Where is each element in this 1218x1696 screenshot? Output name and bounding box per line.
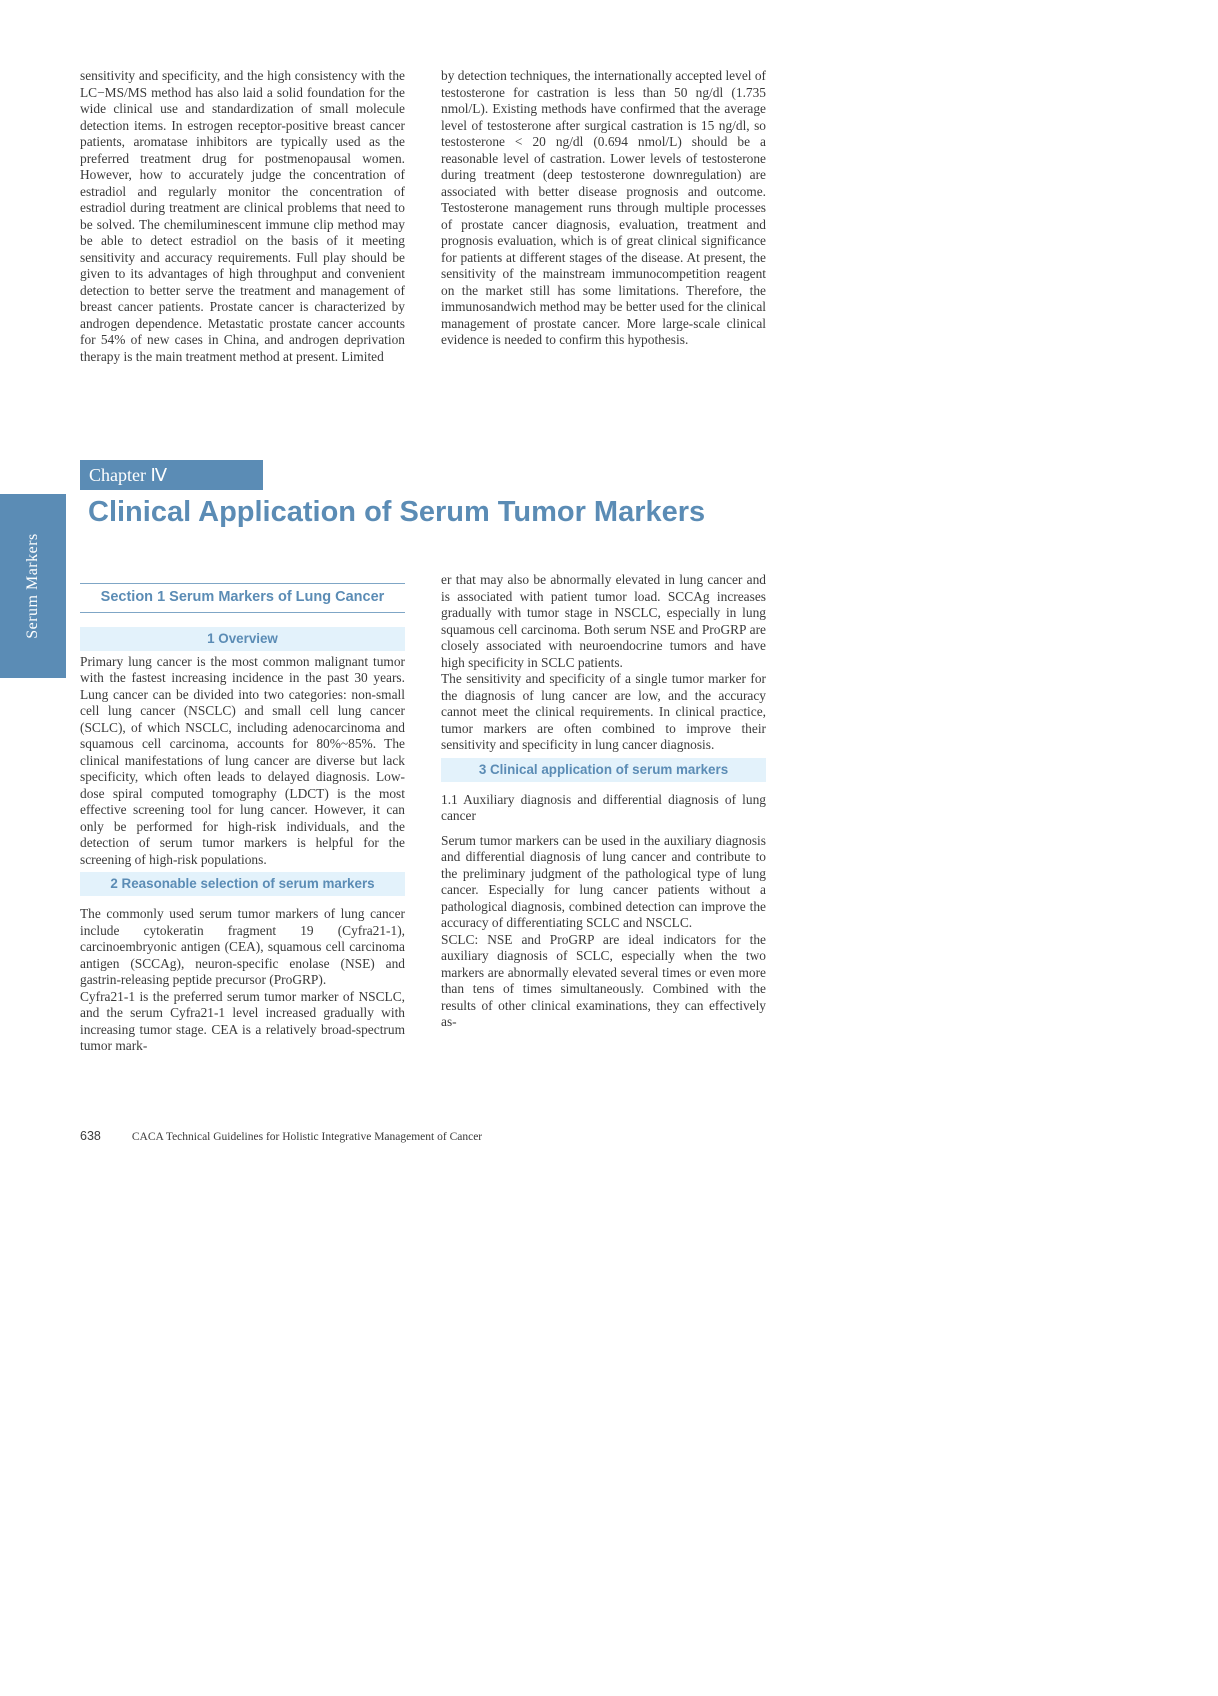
top-left-column bbox=[80, 68, 405, 365]
body-paragraph: The commonly used serum tumor markers of lung cancer include cytokeratin fragment 19 (Cyfra21-1), carcinoembryonic antigen (CEA), squamous cell carcinoma antigen (SCCAg), neuron-specific enolase (NSE) and gastrin-releasing peptide precursor (ProGRP). bbox=[80, 906, 405, 987]
subsection-heading-selection: 2 Reasonable selection of serum markers bbox=[80, 872, 405, 896]
page-number: 638 bbox=[80, 1129, 101, 1143]
footer-title: CACA Technical Guidelines for Holistic Integrative Management of Cancer bbox=[131, 1131, 483, 1143]
body-paragraph: by detection techniques, the internationally accepted level of testosterone for castration is less than 50 ng/dl (1.735 nmol/L). Existing methods have confirmed that the average level of testosterone after surgical castration is 15 ng/dl, so testosterone < 20 ng/dl (0.694 nmol/L) should be a reasonable level of castration. Lower levels of testosterone during treatment (deep testosterone downregulation) are associated with better disease prognosis and outcome. Testosterone management runs through multiple processes of prostate cancer diagnosis, evaluation, treatment and prognosis evaluation, which is of great clinical significance for patients at different stages of the disease. At present, the sensitivity of the mainstream immunocompetition reagent on the market still has some limitations. Therefore, the immunosandwich method may be better used for the clinical management of prostate cancer. More large-scale clinical evidence is needed to confirm this hypothesis. bbox=[441, 68, 766, 347]
body-paragraph: SCLC: NSE and ProGRP are ideal indicators for the auxiliary diagnosis of SCLC, especially when the two markers are abnormally elevated several times or even more than tens of times simultaneously. Combined with the results of other clinical examinations, they can effectively as- bbox=[441, 931, 766, 1029]
body-paragraph: sensitivity and specificity, and the high consistency with the LC−MS/MS method has also laid a solid foundation for the wide clinical use and standardization of small molecule detection items. In estrogen receptor-positive breast cancer patients, aromatase inhibitors are typically used as the preferred treatment drug for postmenopausal women. However, how to accurately judge the concentration of estradiol and regularly monitor the concentration of estradiol during treatment are clinical problems that need to be solved. The chemiluminescent immune clip method may be able to detect estradiol on the basis of it meeting sensitivity and accuracy requirements. Full play should be given to its advantages of high throughput and convenient detection to better serve the treatment and management of breast cancer patients. Prostate cancer is characterized by androgen dependence. Metastatic prostate cancer accounts for 54% of new cases in China, and androgen deprivation therapy is the main treatment method at present. Limited bbox=[80, 68, 405, 364]
body-paragraph: er that may also be abnormally elevated in lung cancer and is associated with patient tumor load. SCCAg increases gradually with tumor stage in NSCLC, especially in lung squamous cell carcinoma. Both serum NSE and ProGRP are closely associated with neuroendocrine tumors and have high specificity in SCLC patients. bbox=[441, 572, 766, 670]
sub-subsection-heading: 1.1 Auxiliary diagnosis and differential diagnosis of lung cancer bbox=[441, 791, 766, 823]
body-paragraph: Serum tumor markers can be used in the auxiliary diagnosis and differential diagnosis of lung cancer and contribute to the preliminary judgment of the pathological type of lung cancer. Especially for lung cancer patients without a pathological diagnosis, combined detection can improve the accuracy of differentiating SCLC and NSCLC. bbox=[441, 832, 766, 930]
side-tab bbox=[0, 494, 66, 678]
subsection-heading-overview: 1 Overview bbox=[80, 627, 405, 651]
page-footer bbox=[80, 1129, 482, 1144]
side-tab-label: Serum Markers bbox=[24, 533, 41, 639]
chapter-title: Clinical Application of Serum Tumor Markers bbox=[88, 496, 706, 528]
bottom-right-column bbox=[441, 572, 766, 1031]
body-paragraph: The sensitivity and specificity of a single tumor marker for the diagnosis of lung cancer are low, and the accuracy cannot meet the clinical requirements. In clinical practice, tumor markers are often combined to improve their sensitivity and specificity in lung cancer diagnosis. bbox=[441, 671, 766, 752]
section-heading: Section 1 Serum Markers of Lung Cancer bbox=[80, 583, 405, 613]
subsection-heading-application: 3 Clinical application of serum markers bbox=[441, 758, 766, 782]
body-paragraph: Primary lung cancer is the most common malignant tumor with the fastest increasing incidence in the past 30 years. Lung cancer can be divided into two categories: non-small cell lung cancer (NSCLC) and small cell lung cancer (SCLC), of which NSCLC, including adenocarcinoma and squamous cell carcinoma, accounts for 80%~85%. The clinical manifestations of lung cancer are diverse but lack specificity, which often leads to delayed diagnosis. Low-dose spiral computed tomography (LDCT) is the most effective screening tool for lung cancer. However, it can only be performed for high-risk individuals, and the detection of serum tumor markers is helpful for the screening of high-risk populations. bbox=[80, 653, 405, 867]
bottom-left-column bbox=[80, 583, 405, 1055]
top-right-column bbox=[441, 68, 766, 349]
chapter-label: Chapter Ⅳ bbox=[80, 460, 263, 490]
body-paragraph: Cyfra21-1 is the preferred serum tumor marker of NSCLC, and the serum Cyfra21-1 level increased gradually with increasing tumor stage. CEA is a relatively broad-spectrum tumor mark- bbox=[80, 988, 405, 1053]
